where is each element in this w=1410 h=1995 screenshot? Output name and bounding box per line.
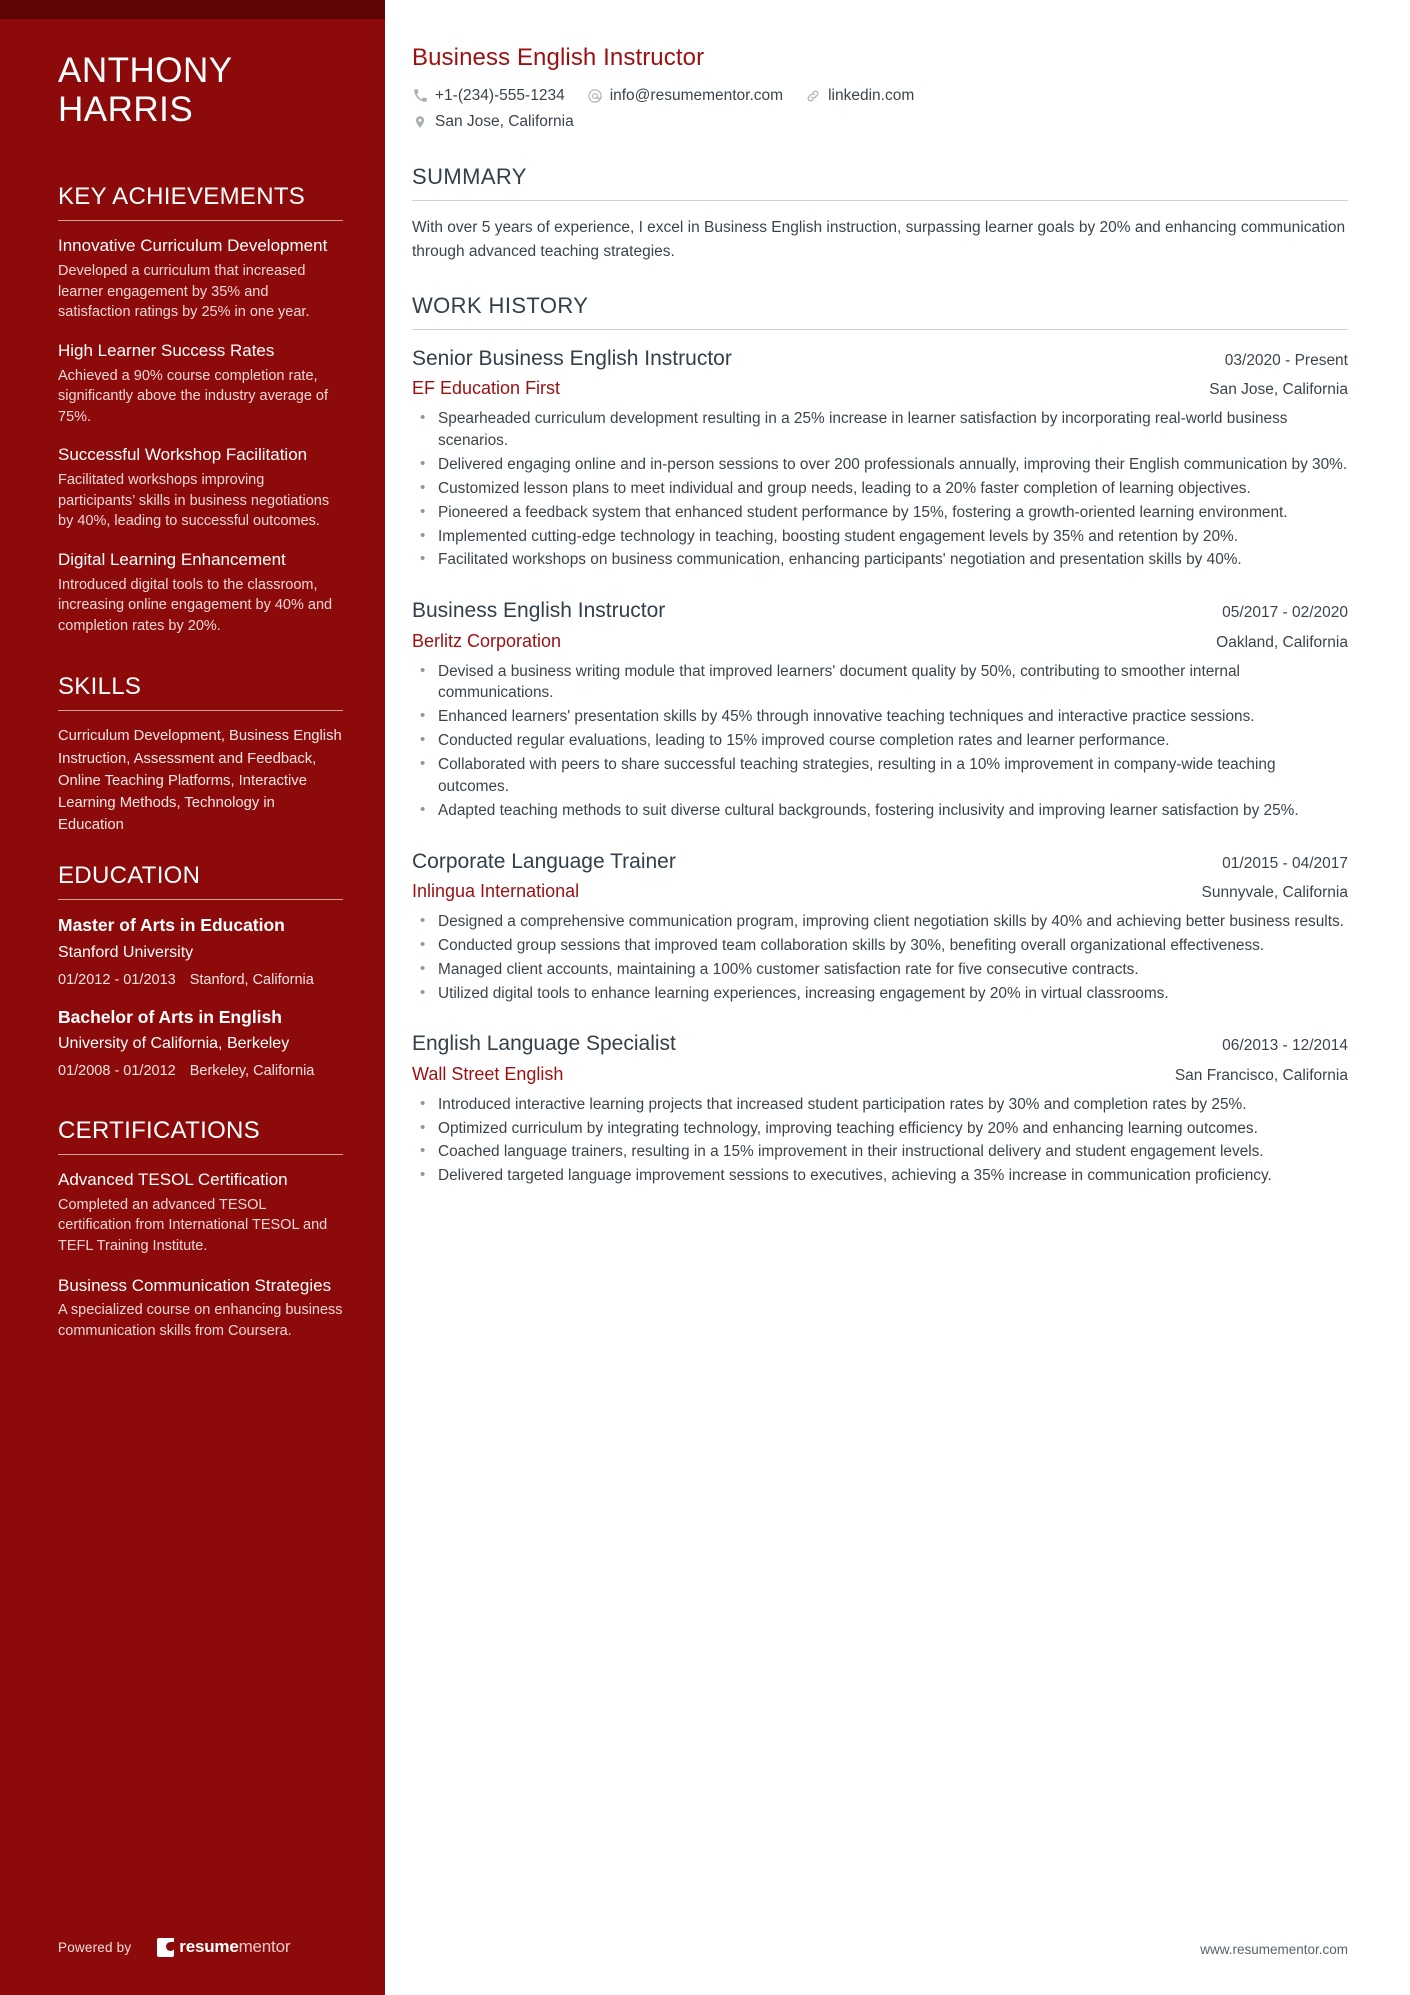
job-bullet: • Facilitated workshops on business communication, enhancing participants' negotiation and presentation skills by 40%. [412,549,1348,571]
work-history-item [412,848,1348,1005]
logo-text-light: mentor [238,1937,291,1956]
job-bullet: • Managed client accounts, maintaining a 100% customer satisfaction rate for five consecutive contracts. [412,959,1348,981]
skills-section [58,653,343,836]
education-location: Berkeley, California [189,1063,315,1080]
job-bullet: • Optimized curriculum by integrating technology, improving teaching efficiency by 20% and enhancing learning outcomes. [412,1118,1348,1140]
link-icon [805,88,821,104]
certification-description: Completed an advanced TESOL certification from International TESOL and TEFL Training Institute. [58,1196,328,1254]
work-history-heading: WORK HISTORY [412,292,589,318]
certification-item [58,1275,343,1342]
job-bullet-list [412,1094,1348,1188]
job-subheader [412,879,1348,904]
divider [58,710,343,711]
contact-website-text: linkedin.com [828,87,915,104]
job-location: San Jose, California [1209,381,1348,399]
job-bullet: • Devised a business writing module that improved learners' document quality by 50%, contributing to smoother internal communications. [412,661,1348,705]
job-location: Oakland, California [1216,633,1348,651]
education-dates: 01/2008 - 01/2012 [58,1063,176,1080]
job-subheader [412,629,1348,654]
job-dates: 01/2015 - 04/2017 [1222,854,1348,872]
location-pin-icon [412,114,428,130]
job-bullet: • Pioneered a feedback system that enhanced student performance by 15%, fostering a growth-oriented learning environment. [412,502,1348,524]
job-bullet-list [412,911,1348,1005]
contact-info [412,85,1348,132]
job-bullet: • Delivered targeted language improvement sessions to executives, achieving a 35% increase in communication proficiency. [412,1165,1348,1187]
job-bullet: • Utilized digital tools to enhance learning experiences, increasing engagement by 20% in virtual classrooms. [412,983,1348,1005]
contact-phone[interactable] [412,85,565,107]
education-dates: 01/2012 - 01/2013 [58,971,176,988]
job-bullet-list [412,661,1348,822]
job-bullet: • Introduced interactive learning projects that increased student participation rates by 30% and completion rates by 25%. [412,1094,1348,1116]
work-history-section [412,293,1348,1187]
job-subheader [412,1062,1348,1087]
key-achievements-heading: KEY ACHIEVEMENTS [58,183,306,211]
contact-row-secondary [412,111,1348,133]
resumementor-logo-text [179,1937,290,1957]
job-header [412,1030,1348,1058]
job-location: Sunnyvale, California [1201,884,1348,901]
job-header [412,345,1348,373]
contact-location-text: San Jose, California [435,112,574,130]
achievement-title: Innovative Curriculum Development [58,236,328,256]
key-achievements-section [58,163,343,636]
contact-location [412,111,574,133]
education-location: Stanford, California [189,971,314,988]
job-bullet: • Coached language trainers, resulting in a 15% improvement in their instructional delivery and student engagement levels. [412,1141,1348,1163]
job-bullet: • Spearheaded curriculum development resulting in a 25% increase in learner satisfaction by incorporating real-world business scenarios. [412,408,1348,452]
job-company: Berlitz Corporation [412,630,562,651]
job-bullet: • Conducted regular evaluations, leading to 15% improved course completion rates and learner performance. [412,730,1348,752]
job-bullet: • Adapted teaching methods to suit diverse cultural backgrounds, fostering inclusivity and improving learner satisfaction by 25%. [412,800,1348,822]
job-company: Wall Street English [412,1063,564,1084]
summary-section [412,164,1348,263]
achievement-description: Facilitated workshops improving participants’ skills in business negotiations by 40%, leading to successful outcomes. [58,472,330,530]
job-subheader [412,376,1348,401]
achievement-title: High Learner Success Rates [58,340,275,360]
education-item [58,914,343,989]
divider [58,220,343,221]
achievement-item [58,549,343,636]
headline-title: Business English Instructor [412,44,705,71]
summary-heading: SUMMARY [412,164,527,190]
job-role: Corporate Language Trainer [412,849,676,873]
divider [412,329,1348,330]
candidate-last-name: HARRIS [58,90,194,130]
education-item [58,1006,343,1081]
job-role: Senior Business English Instructor [412,346,732,370]
footer-url[interactable]: www.resumementor.com [1200,1942,1348,1957]
main-content [385,0,1410,1995]
powered-by-label: Powered by [58,1939,132,1955]
job-company: Inlingua International [412,881,580,901]
job-bullet: • Designed a comprehensive communication program, improving client negotiation skills by 40% and achieving better business results. [412,911,1348,933]
job-header [412,848,1348,876]
divider [412,200,1348,201]
education-section [58,842,343,1081]
job-company: EF Education First [412,378,561,399]
divider [58,899,343,900]
skills-heading: SKILLS [58,673,142,701]
work-history-item [412,597,1348,821]
certification-item [58,1169,343,1256]
sidebar [0,0,385,1995]
education-school: University of California, Berkeley [58,1035,290,1053]
achievement-title: Digital Learning Enhancement [58,549,286,569]
sidebar-top-bar [0,0,385,19]
summary-text: With over 5 years of experience, I excel in Business English instruction, surpassing learner goals by 20% and enhancing communication through advanced teaching strategies. [412,219,1346,260]
job-role: English Language Specialist [412,1032,676,1056]
work-history-item [412,345,1348,571]
job-dates: 05/2017 - 02/2020 [1222,604,1348,622]
job-dates: 03/2020 - Present [1224,351,1348,369]
education-degree: Bachelor of Arts in English [58,1006,282,1027]
education-school: Stanford University [58,944,194,961]
certification-title: Advanced TESOL Certification [58,1170,288,1190]
education-heading: EDUCATION [58,862,201,890]
sidebar-footer [0,1937,385,1957]
logo-text-bold: resume [179,1937,239,1956]
divider [58,1154,343,1155]
achievement-item [58,235,343,322]
certifications-heading: CERTIFICATIONS [58,1117,260,1145]
achievement-description: Achieved a 90% course completion rate, significantly above the industry average of 75%. [58,367,329,425]
contact-row-primary [412,85,1348,107]
job-bullet: • Implemented cutting-edge technology in teaching, boosting student engagement levels by 35% and retention by 20%. [412,526,1348,548]
job-bullet-list [412,408,1348,571]
education-meta [58,971,343,990]
job-location: San Francisco, California [1174,1066,1348,1084]
job-header [412,597,1348,625]
job-bullet: • Collaborated with peers to share successful teaching strategies, resulting in a 10% improvement in company-wide teaching outcomes. [412,754,1348,798]
candidate-first-name: ANTHONY [58,51,233,90]
achievement-description: Developed a curriculum that increased learner engagement by 35% and satisfaction ratings by 25% in one year. [58,263,310,321]
email-at-icon [587,88,603,104]
achievement-title: Successful Workshop Facilitation [58,445,308,465]
job-role: Business English Instructor [412,599,666,623]
contact-email-text: info@resumementor.com [609,87,784,104]
job-bullet: • Delivered engaging online and in-person sessions to over 200 professionals annually, improving their English communication by 30%. [412,454,1348,476]
achievement-description: Introduced digital tools to the classroom, increasing online engagement by 40% and completion rates by 20%. [58,576,333,634]
phone-icon [412,88,428,104]
job-dates: 06/2013 - 12/2014 [1222,1037,1348,1055]
achievement-item [58,444,343,531]
work-history-item [412,1030,1348,1187]
education-meta [58,1062,343,1081]
job-bullet: • Enhanced learners' presentation skills by 45% through innovative teaching techniques and interactive practice sessions. [412,706,1348,728]
resumementor-logo [157,1937,290,1957]
certification-description: A specialized course on enhancing business communication skills from Coursera. [58,1302,343,1339]
job-bullet: • Customized lesson plans to meet individual and group needs, leading to a 20% faster completion of learning objectives. [412,478,1348,500]
contact-email[interactable] [587,85,783,107]
contact-phone-text: +1-(234)-555-1234 [435,87,565,104]
contact-website[interactable] [805,85,914,107]
job-bullet: • Conducted group sessions that improved team collaboration skills by 30%, benefiting overall organizational effectiveness. [412,935,1348,957]
candidate-name [58,19,343,163]
certification-title: Business Communication Strategies [58,1275,332,1295]
certifications-section [58,1097,343,1341]
resumementor-logo-icon [157,1938,174,1957]
education-degree: Master of Arts in Education [58,915,285,936]
skills-list: Curriculum Development, Business English Instruction, Assessment and Feedback, Online Teaching Platforms, Interactive Learning Methods, Technology in Education [58,728,342,834]
achievement-item [58,340,343,427]
